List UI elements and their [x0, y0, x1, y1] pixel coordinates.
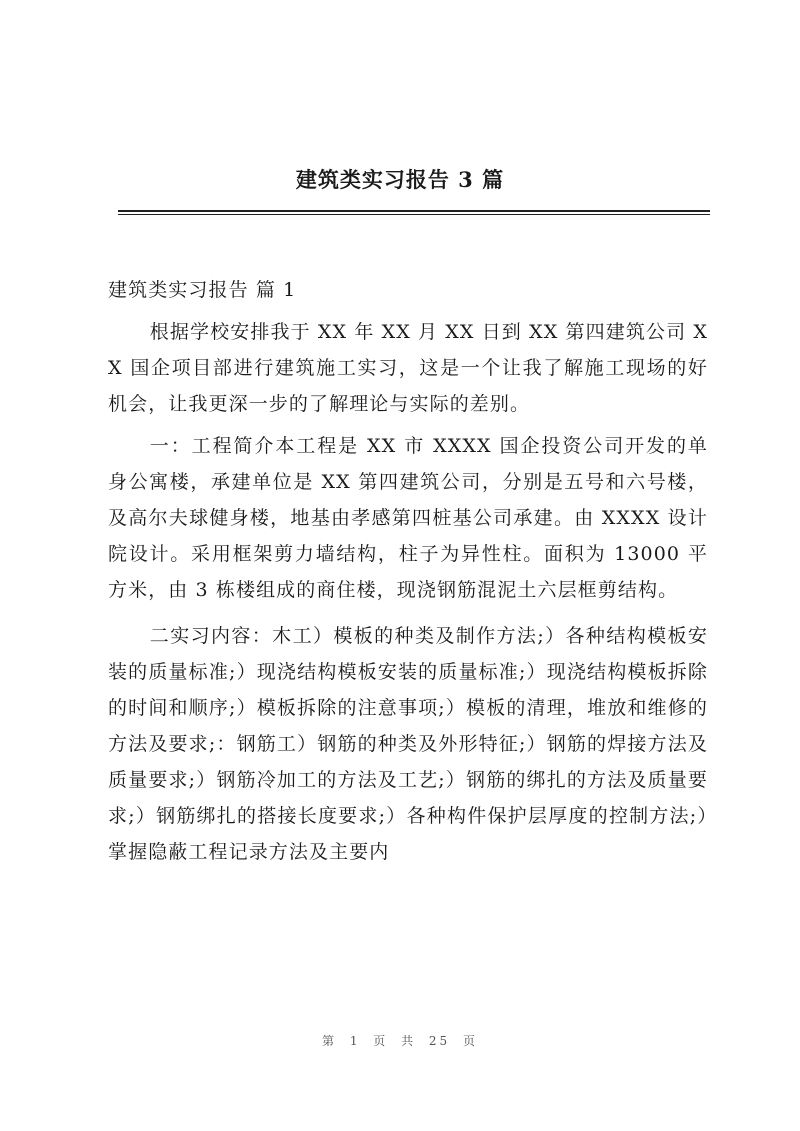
document-body — [108, 272, 708, 870]
title-rule-thin — [118, 214, 710, 215]
page-footer: 第 1 页 共 25 页 — [322, 1034, 478, 1048]
paragraph-1: 根据学校安排我于 XX 年 XX 月 XX 日到 XX 第四建筑公司 XX 国企项目部进行建筑施工实习，这是一个让我了解施工现场的好机会，让我更深一步的了解理论与实际的差别。 — [108, 321, 708, 415]
title-rule-thick — [118, 210, 710, 212]
paragraph-2: 一：工程简介本工程是 XX 市 XXXX 国企投资公司开发的单身公寓楼，承建单位是 XX 第四建筑公司，分别是五号和六号楼，及高尔夫球健身楼，地基由孝感第四桩基公司承建。由 XXXX 设计院设计。采用框架剪力墙结构，柱子为异性柱。面积为 13000 平方米，由 3 栋楼组成的商住楼，现浇钢筋混泥土六层框剪结构。 — [108, 435, 708, 601]
paragraph-3: 二实习内容：木工）模板的种类及制作方法;）各种结构模板安装的质量标准;）现浇结构模板安装的质量标准;）现浇结构模板拆除的时间和顺序;）模板拆除的注意事项;）模板的清理，堆放和维修的方法及要求;：钢筋工）钢筋的种类及外形特征;）钢筋的焊接方法及质量要求;）钢筋冷加工的方法及工艺;）钢筋的绑扎的方法及质量要求;）钢筋绑扎的搭接长度要求;）各种构件保护层厚度的控制方法;）掌握隐蔽工程记录方法及主要内 — [108, 625, 708, 863]
section-heading: 建筑类实习报告 篇 1 — [108, 279, 297, 301]
document-title: 建筑类实习报告 3 篇 — [295, 167, 505, 192]
